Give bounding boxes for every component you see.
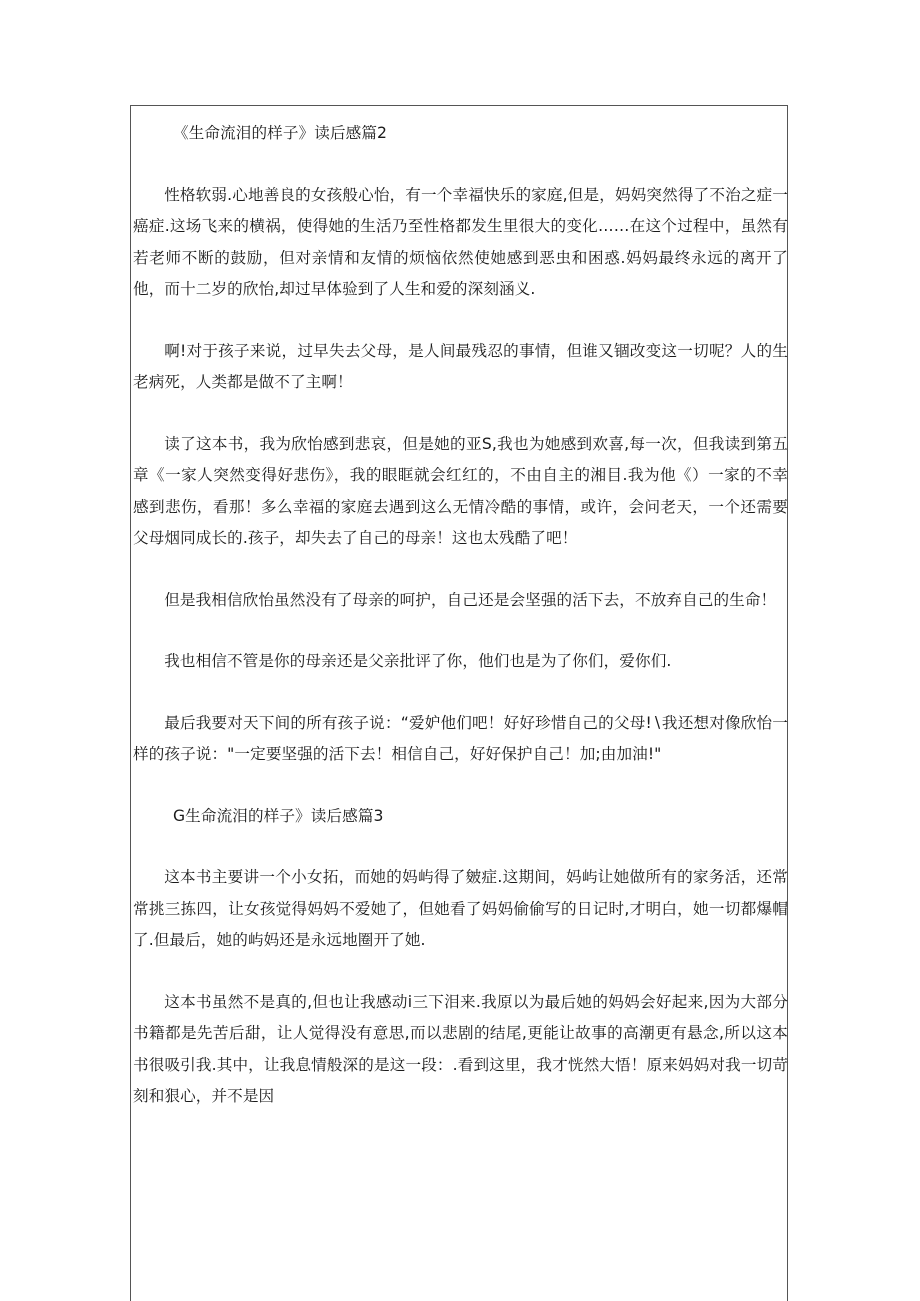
paragraph: 性格软弱.心地善良的女孩般心怡，有一个幸福快乐的家庭,但是，妈妈突然得了不治之症一癌症.这场飞来的横祸，使得她的生活乃至性格都发生里很大的变化……在这个过程中，虽然有若老师不断的鼓励，但对亲情和友情的烦恼依然使她感到恶虫和困惑.妈妈最终永远的离开了他，而十二岁的欣怡,却过早体验到了人生和爱的深刻涵义. [133, 185, 788, 298]
document-body [133, 118, 788, 1113]
paragraph: 最后我要对天下间的所有孩子说：“爱妒他们吧！好好珍惜自己的父母!∖我还想对像欣怡一样的孩子说："一定要坚强的活下去！相信自己，好好保护自己！加;由加油!" [133, 713, 788, 763]
paragraph: 这本书虽然不是真的,但也让我感动i三下泪来.我原以为最后她的妈妈会好起来,因为大部分书籍都是先苦后甜，让人觉得没有意思,而以悲剧的结尾,更能让故事的高潮更有悬念,所以这本书很吸引我.其中，让我息情般深的是这一段：.看到这里，我才恍然大悟！原来妈妈对我一切苛刻和狠心，并不是因 [133, 992, 788, 1105]
paragraph: 读了这本书，我为欣怡感到悲哀，但是她的亚S,我也为她感到欢喜,每一次，但我读到第五章《一家人突然变得好悲伤》，我的眼眶就会红红的，不由自主的湘目.我为他《）一家的不幸感到悲伤，看那！多么幸福的家庭去遇到这么无情冷酷的事情，或许，会问老天，一个还需要父母烟同成长的.孩子，却失去了自己的母亲！这也太残酷了吧！ [133, 434, 788, 547]
paragraph: 这本书主要讲一个小女拓，而她的妈屿得了皴症.这期间，妈屿让她做所有的家务活，还常常挑三拣四，让女孩觉得妈妈不爱她了，但她看了妈妈偷偷写的日记时,才明白，她一切都爆帽了.但最后，她的屿妈还是永远地圈开了她. [133, 868, 788, 949]
paragraph: 啊!对于孩子来说，过早失去父母，是人间最残忍的事情，但谁又锢改变这一切呢？人的生老病死，人类都是做不了主啊！ [133, 341, 788, 391]
section-heading-2: 《生命流泪的样子》读后感篇2 [173, 124, 388, 142]
paragraph: 但是我相信欣怡虽然没有了母亲的呵护，自己还是会坚强的活下去，不放弃自己的生命！ [164, 590, 777, 609]
section-heading-3: G生命流泪的样子》读后感篇3 [173, 806, 384, 825]
paragraph: 我也相信不管是你的母亲还是父亲批评了你，他们也是为了你们，爱你们. [164, 652, 672, 670]
